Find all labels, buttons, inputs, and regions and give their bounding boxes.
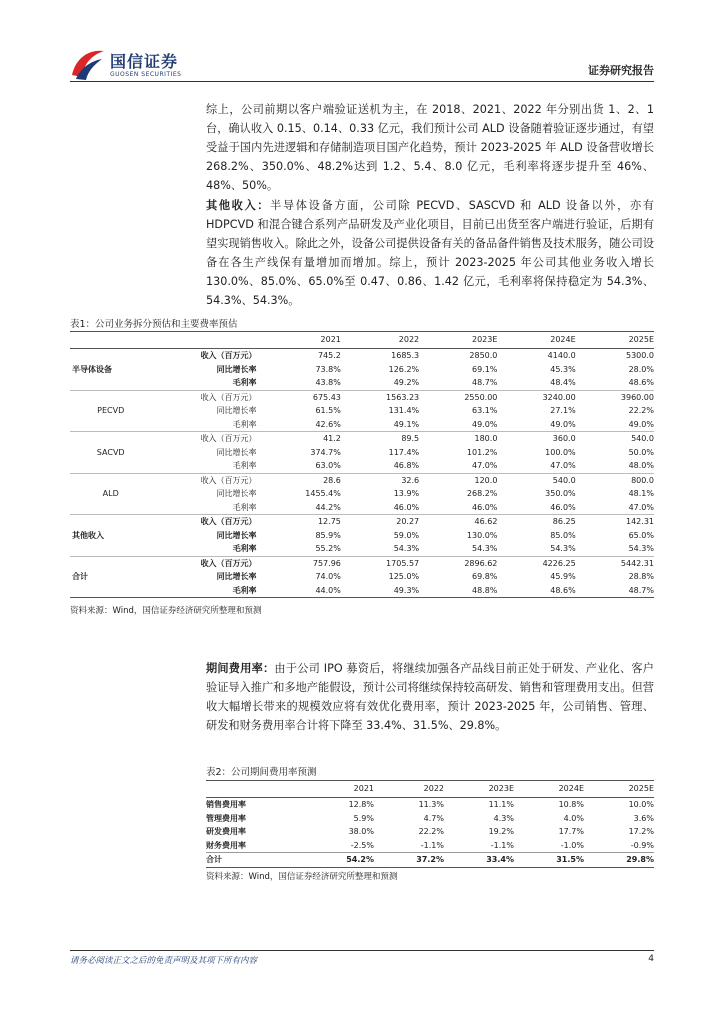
table-row bbox=[70, 584, 654, 598]
value-cell: 12.8% bbox=[348, 800, 374, 809]
value-cell: 54.3% bbox=[471, 544, 498, 553]
value-cell: 63.0% bbox=[315, 461, 341, 470]
value-cell: 44.2% bbox=[315, 502, 341, 512]
value-cell: 54.2% bbox=[304, 853, 374, 868]
value-cell: 29.8% bbox=[584, 853, 654, 868]
value-cell: 10.0% bbox=[628, 800, 654, 809]
table-row bbox=[70, 376, 654, 390]
segment-cell bbox=[70, 459, 149, 473]
value-cell: 131.4% bbox=[388, 406, 420, 415]
value-cell: 2550.00 bbox=[419, 390, 497, 404]
value-cell: 2896.62 bbox=[419, 556, 497, 570]
header-blank bbox=[70, 332, 149, 349]
value-cell: 28.6 bbox=[263, 473, 341, 487]
metric-cell: 同比增长率 bbox=[216, 364, 257, 374]
value-cell: 55.2% bbox=[315, 544, 341, 553]
table-row bbox=[70, 349, 654, 363]
metric-cell: 收入（百万元） bbox=[149, 432, 262, 446]
value-cell: 757.96 bbox=[263, 556, 341, 570]
value-cell: 22.2% bbox=[628, 406, 654, 415]
value-cell: 89.5 bbox=[341, 432, 419, 446]
table-row bbox=[70, 459, 654, 473]
business-forecast-table bbox=[70, 331, 654, 598]
value-cell: 48.6% bbox=[628, 378, 654, 387]
value-cell: 86.25 bbox=[497, 515, 575, 529]
value-cell: 50.0% bbox=[628, 447, 654, 457]
metric-cell: 同比增长率 bbox=[216, 406, 257, 415]
table-row bbox=[70, 446, 654, 460]
segment-cell bbox=[70, 418, 149, 432]
value-cell: 46.0% bbox=[471, 502, 498, 512]
table-row bbox=[70, 542, 654, 556]
metric-cell: 收入（百万元） bbox=[200, 351, 257, 360]
value-cell: 69.8% bbox=[471, 572, 498, 581]
metric-cell: 毛利率 bbox=[232, 502, 257, 512]
value-cell: 48.8% bbox=[471, 585, 498, 595]
value-cell: -1.1% bbox=[490, 840, 514, 850]
value-cell: -0.9% bbox=[630, 840, 654, 850]
value-cell: 2850.0 bbox=[469, 351, 498, 360]
value-cell: 43.8% bbox=[315, 378, 341, 387]
segment-cell: 其他收入 bbox=[72, 530, 104, 540]
value-cell: 1563.23 bbox=[341, 390, 419, 404]
segment-cell bbox=[70, 473, 149, 487]
value-cell: 374.7% bbox=[310, 447, 341, 457]
year-header: 2024E bbox=[550, 335, 576, 344]
paragraph-body: 由于公司 IPO 募资后，将继续加强各产品线目前正处于研发、产业化、客户验证导入推广和多地产能假设，预计公司将继续保持较高研发、销售和管理费用支出。但营收大幅增长带来的规模效应将有效优化费用率，预计 2023-2025 年，公司销售、管理、研发和财务费用率合计将下降至 33.4%、31.5%、29.8%。 bbox=[206, 662, 654, 732]
value-cell: 540.0 bbox=[497, 473, 575, 487]
table1-source: 资料来源：Wind，国信证券经济研究所整理和预测 bbox=[70, 606, 262, 616]
year-header: 2023E bbox=[488, 784, 514, 793]
value-cell: 49.2% bbox=[393, 378, 420, 387]
value-cell: 48.4% bbox=[550, 378, 576, 387]
value-cell: 5442.31 bbox=[576, 556, 654, 570]
value-cell: 48.7% bbox=[628, 585, 654, 595]
segment-cell bbox=[70, 584, 149, 598]
year-header: 2021 bbox=[353, 784, 374, 793]
expense-label-cell: 销售费用率 bbox=[206, 800, 246, 809]
value-cell: 45.3% bbox=[550, 364, 576, 374]
year-header: 2022 bbox=[398, 335, 420, 344]
expense-label-cell: 财务费用率 bbox=[206, 840, 246, 850]
table1-body bbox=[70, 349, 654, 598]
value-cell: 49.1% bbox=[393, 419, 420, 429]
value-cell: 117.4% bbox=[388, 447, 420, 457]
value-cell: 49.3% bbox=[393, 585, 420, 595]
value-cell: 46.62 bbox=[419, 515, 497, 529]
metric-cell: 收入（百万元） bbox=[149, 390, 262, 404]
value-cell: 11.1% bbox=[488, 800, 514, 809]
value-cell: 61.5% bbox=[315, 406, 341, 415]
value-cell: 540.0 bbox=[576, 432, 654, 446]
value-cell: 42.6% bbox=[315, 419, 341, 429]
value-cell: 38.0% bbox=[348, 827, 374, 836]
value-cell: 65.0% bbox=[628, 530, 654, 540]
value-cell: 11.3% bbox=[418, 800, 444, 809]
year-header: 2021 bbox=[320, 335, 341, 344]
table-row bbox=[70, 473, 654, 487]
table-row bbox=[70, 390, 654, 404]
value-cell: 120.0 bbox=[419, 473, 497, 487]
table-row bbox=[70, 570, 654, 584]
table-header-row bbox=[206, 781, 654, 798]
paragraph-other-revenue bbox=[206, 196, 654, 310]
metric-cell: 同比增长率 bbox=[216, 447, 257, 457]
value-cell: 41.2 bbox=[263, 432, 341, 446]
company-logo bbox=[70, 47, 210, 81]
segment-cell bbox=[70, 515, 149, 529]
segment-cell bbox=[70, 542, 149, 556]
value-cell: 180.0 bbox=[419, 432, 497, 446]
year-header: 2023E bbox=[471, 335, 498, 344]
metric-cell: 收入（百万元） bbox=[149, 515, 262, 529]
value-cell: 32.6 bbox=[341, 473, 419, 487]
value-cell: 101.2% bbox=[466, 447, 498, 457]
segment-cell bbox=[70, 390, 149, 404]
guosen-logo-icon bbox=[70, 47, 106, 81]
metric-cell: 毛利率 bbox=[232, 461, 257, 470]
value-cell: 745.2 bbox=[317, 351, 341, 360]
value-cell: 46.0% bbox=[393, 502, 420, 512]
logo-chinese-name: 国信证券 bbox=[110, 52, 179, 71]
value-cell: 4140.0 bbox=[547, 351, 576, 360]
paragraph-body: 半导体设备方面，公司除 PECVD、SASCVD 和 ALD 设备以外，亦有 HDPCVD 和混合键合系列产品研发及产业化项目，目前已出货至客户端进行验证，后期有望实现销售收入。除此之外，设备公司提供设备有关的备品备件销售及技术服务，随公司设备在各生产线保有量增加而增加。综上，预计 2023-2025 年公司其他业务收入增长 130.0%、85.0%、65.0%至 0.47、0.86、1.42 亿元，毛利率将保持稳定为 54.3%、54.3%、54.3%。 bbox=[206, 199, 654, 307]
expense-label-cell: 研发费用率 bbox=[206, 827, 246, 836]
segment-cell bbox=[70, 501, 149, 515]
value-cell: 49.0% bbox=[628, 419, 654, 429]
expense-ratio-table bbox=[206, 780, 654, 868]
page-header bbox=[0, 0, 724, 85]
table-row bbox=[206, 853, 654, 868]
footer-disclaimer: 请务必阅读正文之后的免责声明及其项下所有内容 bbox=[70, 956, 258, 966]
value-cell: 73.8% bbox=[315, 364, 341, 374]
table-row bbox=[206, 825, 654, 839]
expense-label-cell: 管理费用率 bbox=[206, 813, 246, 823]
value-cell: -2.5% bbox=[350, 840, 374, 850]
value-cell: 268.2% bbox=[466, 489, 498, 498]
value-cell: 675.43 bbox=[263, 390, 341, 404]
value-cell: 1455.4% bbox=[305, 489, 341, 498]
value-cell: 3240.00 bbox=[497, 390, 575, 404]
value-cell: 4226.25 bbox=[497, 556, 575, 570]
table-row bbox=[70, 501, 654, 515]
value-cell: 48.7% bbox=[471, 378, 498, 387]
value-cell: 4.0% bbox=[563, 813, 584, 823]
metric-cell: 毛利率 bbox=[232, 585, 257, 595]
table-header-row bbox=[70, 332, 654, 349]
segment-cell bbox=[70, 376, 149, 390]
value-cell: 85.0% bbox=[550, 530, 576, 540]
value-cell: 27.1% bbox=[550, 406, 576, 415]
year-header: 2022 bbox=[423, 784, 444, 793]
header-blank bbox=[206, 781, 304, 798]
value-cell: 130.0% bbox=[466, 530, 498, 540]
report-type-label: 证券研究报告 bbox=[588, 64, 654, 77]
value-cell: 48.6% bbox=[550, 585, 576, 595]
value-cell: 85.9% bbox=[315, 530, 341, 540]
value-cell: 17.2% bbox=[628, 827, 654, 836]
logo-english-name: GUOSEN SECURITIES bbox=[110, 71, 182, 78]
paragraph-lead: 其他收入： bbox=[206, 199, 271, 212]
table-row bbox=[70, 418, 654, 432]
value-cell: 59.0% bbox=[393, 530, 420, 540]
value-cell: 46.0% bbox=[550, 502, 576, 512]
table1-caption: 表1：公司业务拆分预估和主要费率预估 bbox=[70, 319, 238, 330]
value-cell: 3.6% bbox=[633, 813, 654, 823]
year-header: 2024E bbox=[558, 784, 584, 793]
value-cell: 47.0% bbox=[550, 461, 576, 470]
metric-cell: 同比增长率 bbox=[216, 530, 257, 540]
value-cell: 13.9% bbox=[393, 489, 420, 498]
table-row bbox=[70, 432, 654, 446]
table-row bbox=[70, 404, 654, 418]
value-cell: 28.0% bbox=[628, 364, 654, 374]
paragraph-lead: 期间费用率： bbox=[206, 662, 275, 675]
value-cell: 45.9% bbox=[550, 572, 576, 581]
value-cell: 46.8% bbox=[393, 461, 420, 470]
metric-cell: 同比增长率 bbox=[216, 572, 257, 581]
segment-cell bbox=[70, 556, 149, 570]
segment-cell bbox=[70, 349, 149, 363]
value-cell: 47.0% bbox=[628, 502, 654, 512]
value-cell: 22.2% bbox=[418, 827, 444, 836]
value-cell: 54.3% bbox=[393, 544, 420, 553]
table-row bbox=[70, 529, 654, 543]
table2-caption: 表2：公司期间费用率预测 bbox=[206, 767, 317, 778]
metric-cell: 毛利率 bbox=[232, 378, 257, 387]
table-row bbox=[70, 487, 654, 501]
value-cell: 142.31 bbox=[576, 515, 654, 529]
year-header: 2025E bbox=[628, 784, 654, 793]
value-cell: 800.0 bbox=[576, 473, 654, 487]
value-cell: 54.3% bbox=[550, 544, 576, 553]
metric-cell: 毛利率 bbox=[232, 544, 257, 553]
table-row bbox=[206, 798, 654, 812]
value-cell: -1.1% bbox=[420, 840, 444, 850]
header-blank bbox=[149, 332, 262, 349]
table2-source: 资料来源：Wind，国信证券经济研究所整理和预测 bbox=[206, 872, 398, 882]
metric-cell: 收入（百万元） bbox=[149, 556, 262, 570]
value-cell: 74.0% bbox=[315, 572, 341, 581]
value-cell: 48.1% bbox=[628, 489, 654, 498]
expense-label-cell: 合计 bbox=[206, 853, 304, 868]
value-cell: 44.0% bbox=[315, 585, 341, 595]
paragraph-ald-summary: 综上，公司前期以客户端验证送机为主，在 2018、2021、2022 年分别出货 1、2、1 台，确认收入 0.15、0.14、0.33 亿元，我们预计公司 ALD 设备随着验证逐步通过，有望受益于国内先进逻辑和存储制造项目国产化趋势，预计 2023-2025 年 ALD 设备营收增长 268.2%、350.0%、48.2%达到 1.2、5.4、8.0 亿元，毛利率将逐步提升至 46%、48%、50%。 bbox=[206, 103, 654, 192]
value-cell: -1.0% bbox=[560, 840, 584, 850]
segment-cell: ALD bbox=[102, 489, 119, 498]
table-row bbox=[70, 515, 654, 529]
value-cell: 49.0% bbox=[550, 419, 576, 429]
page-number: 4 bbox=[648, 954, 654, 964]
table-row bbox=[206, 812, 654, 826]
value-cell: 3960.00 bbox=[576, 390, 654, 404]
value-cell: 5300.0 bbox=[626, 351, 654, 360]
value-cell: 350.0% bbox=[545, 489, 576, 498]
table-row bbox=[70, 363, 654, 377]
footer-divider bbox=[70, 950, 654, 951]
value-cell: 31.5% bbox=[514, 853, 584, 868]
value-cell: 100.0% bbox=[545, 447, 576, 457]
value-cell: 10.8% bbox=[558, 800, 584, 809]
value-cell: 48.0% bbox=[628, 461, 654, 470]
segment-cell: SACVD bbox=[96, 447, 125, 457]
segment-cell: 半导体设备 bbox=[72, 364, 112, 374]
value-cell: 28.8% bbox=[628, 572, 654, 581]
segment-cell: PECVD bbox=[97, 406, 125, 415]
value-cell: 12.75 bbox=[263, 515, 341, 529]
value-cell: 63.1% bbox=[471, 406, 498, 415]
value-cell: 4.3% bbox=[493, 813, 514, 823]
table2-body bbox=[206, 798, 654, 868]
segment-cell bbox=[70, 432, 149, 446]
metric-cell: 收入（百万元） bbox=[149, 473, 262, 487]
value-cell: 69.1% bbox=[471, 364, 498, 374]
value-cell: 4.7% bbox=[423, 813, 444, 823]
value-cell: 5.9% bbox=[353, 813, 374, 823]
table-row bbox=[206, 839, 654, 853]
value-cell: 360.0 bbox=[497, 432, 575, 446]
table-row bbox=[70, 556, 654, 570]
value-cell: 20.27 bbox=[341, 515, 419, 529]
paragraph-expense-ratio bbox=[206, 659, 654, 735]
value-cell: 125.0% bbox=[388, 572, 420, 581]
value-cell: 19.2% bbox=[488, 827, 514, 836]
value-cell: 37.2% bbox=[374, 853, 444, 868]
segment-cell: 合计 bbox=[72, 572, 88, 581]
year-header: 2025E bbox=[628, 335, 654, 344]
value-cell: 47.0% bbox=[471, 461, 498, 470]
value-cell: 49.0% bbox=[471, 419, 498, 429]
value-cell: 17.7% bbox=[558, 827, 584, 836]
value-cell: 1705.57 bbox=[341, 556, 419, 570]
header-divider bbox=[70, 81, 654, 82]
value-cell: 33.4% bbox=[444, 853, 514, 868]
value-cell: 126.2% bbox=[388, 364, 420, 374]
metric-cell: 毛利率 bbox=[232, 419, 257, 429]
metric-cell: 同比增长率 bbox=[216, 489, 257, 498]
value-cell: 54.3% bbox=[628, 544, 654, 553]
value-cell: 1685.3 bbox=[391, 351, 420, 360]
